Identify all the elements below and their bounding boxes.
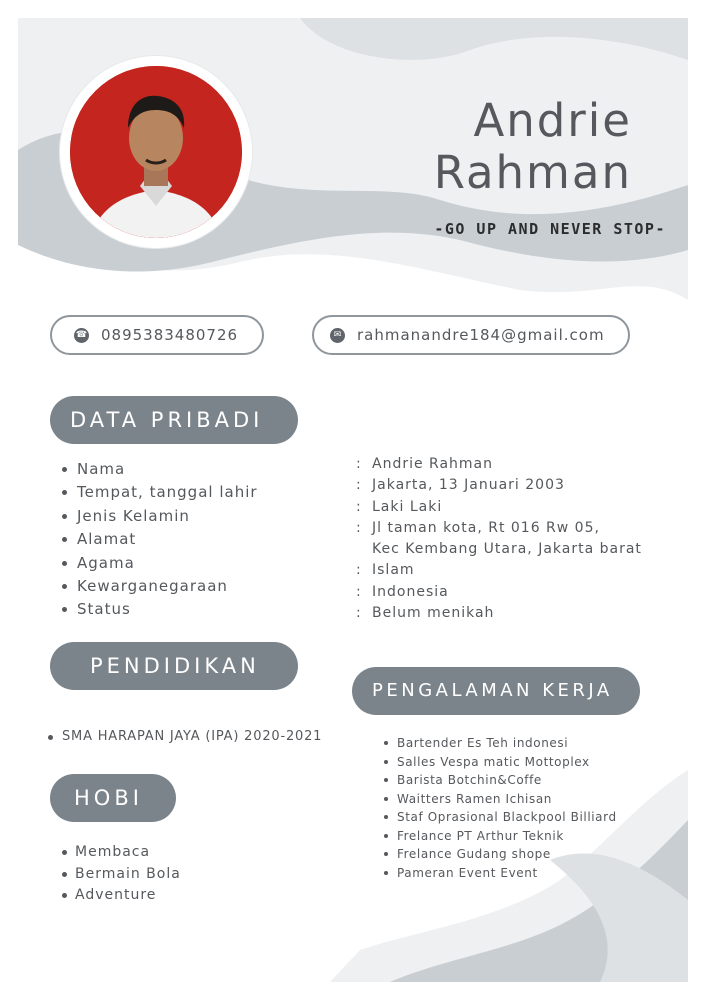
last-name: Rahman	[433, 146, 632, 199]
colon: :	[356, 562, 362, 579]
education-item: SMA HARAPAN JAYA (IPA) 2020-2021	[48, 726, 322, 748]
email-address: rahmanandre184@gmail.com	[357, 326, 605, 344]
personal-value	[356, 475, 642, 496]
personal-labels	[62, 458, 258, 622]
motto: -GO UP AND NEVER STOP-	[434, 220, 666, 238]
personal-label: Tempat, tanggal lahir	[62, 481, 258, 504]
personal-label: Agama	[62, 552, 258, 575]
experience-item: Barista Botchin&Coffe	[384, 771, 617, 790]
phone-icon: ☎	[74, 328, 89, 343]
personal-label: Jenis Kelamin	[62, 505, 258, 528]
experience-item: Waitters Ramen Ichisan	[384, 790, 617, 809]
value-text: Jakarta, 13 Januari 2003	[372, 477, 565, 494]
personal-label: Kewarganegaraan	[62, 575, 258, 598]
colon: :	[356, 519, 362, 536]
value-text: Kec Kembang Utara, Jakarta barat	[372, 541, 642, 558]
experience-item: Bartender Es Teh indonesi	[384, 734, 617, 753]
experience-item: Pameran Event Event	[384, 864, 617, 883]
experience-item: Staf Oprasional Blackpool Billiard	[384, 808, 617, 827]
value-text: Jl taman kota, Rt 016 Rw 05,	[372, 519, 600, 536]
colon: :	[356, 605, 362, 622]
value-text: Islam	[372, 562, 415, 579]
section-heading-hobi: HOBI	[50, 774, 176, 822]
colon: :	[356, 456, 362, 472]
value-text: Belum menikah	[372, 605, 495, 622]
personal-value	[356, 603, 642, 624]
profile-photo	[70, 66, 242, 238]
personal-value	[356, 497, 642, 518]
mail-icon: ✉	[330, 328, 345, 343]
hobby-item: Bermain Bola	[62, 864, 181, 886]
personal-value	[356, 454, 642, 475]
section-heading-pendidikan: PENDIDIKAN	[50, 642, 298, 690]
value-text: Laki Laki	[372, 498, 443, 515]
personal-value	[356, 518, 642, 539]
value-text: Andrie Rahman	[372, 456, 494, 472]
education-list	[48, 726, 322, 748]
personal-values	[356, 454, 642, 624]
experience-list	[384, 734, 617, 882]
phone-contact	[50, 315, 264, 355]
personal-value	[356, 560, 642, 581]
personal-label: Nama	[62, 458, 258, 481]
section-heading-data-pribadi: DATA PRIBADI	[50, 396, 298, 444]
colon: :	[356, 498, 362, 515]
hobby-list	[62, 842, 181, 907]
experience-item: Salles Vespa matic Mottoplex	[384, 753, 617, 772]
experience-item: Frelance PT Arthur Teknik	[384, 827, 617, 846]
experience-item: Frelance Gudang shope	[384, 845, 617, 864]
value-text: Indonesia	[372, 583, 449, 600]
personal-value	[356, 539, 642, 560]
personal-label: Status	[62, 598, 258, 621]
hobby-item: Membaca	[62, 842, 181, 864]
personal-label: Alamat	[62, 528, 258, 551]
section-heading-pengalaman-kerja: PENGALAMAN KERJA	[352, 667, 640, 715]
phone-number: 0895383480726	[101, 326, 239, 344]
personal-value	[356, 582, 642, 603]
colon: :	[356, 583, 362, 600]
colon: :	[356, 477, 362, 494]
first-name: Andrie	[473, 94, 632, 147]
email-contact	[312, 315, 630, 355]
hobby-item: Adventure	[62, 885, 181, 907]
